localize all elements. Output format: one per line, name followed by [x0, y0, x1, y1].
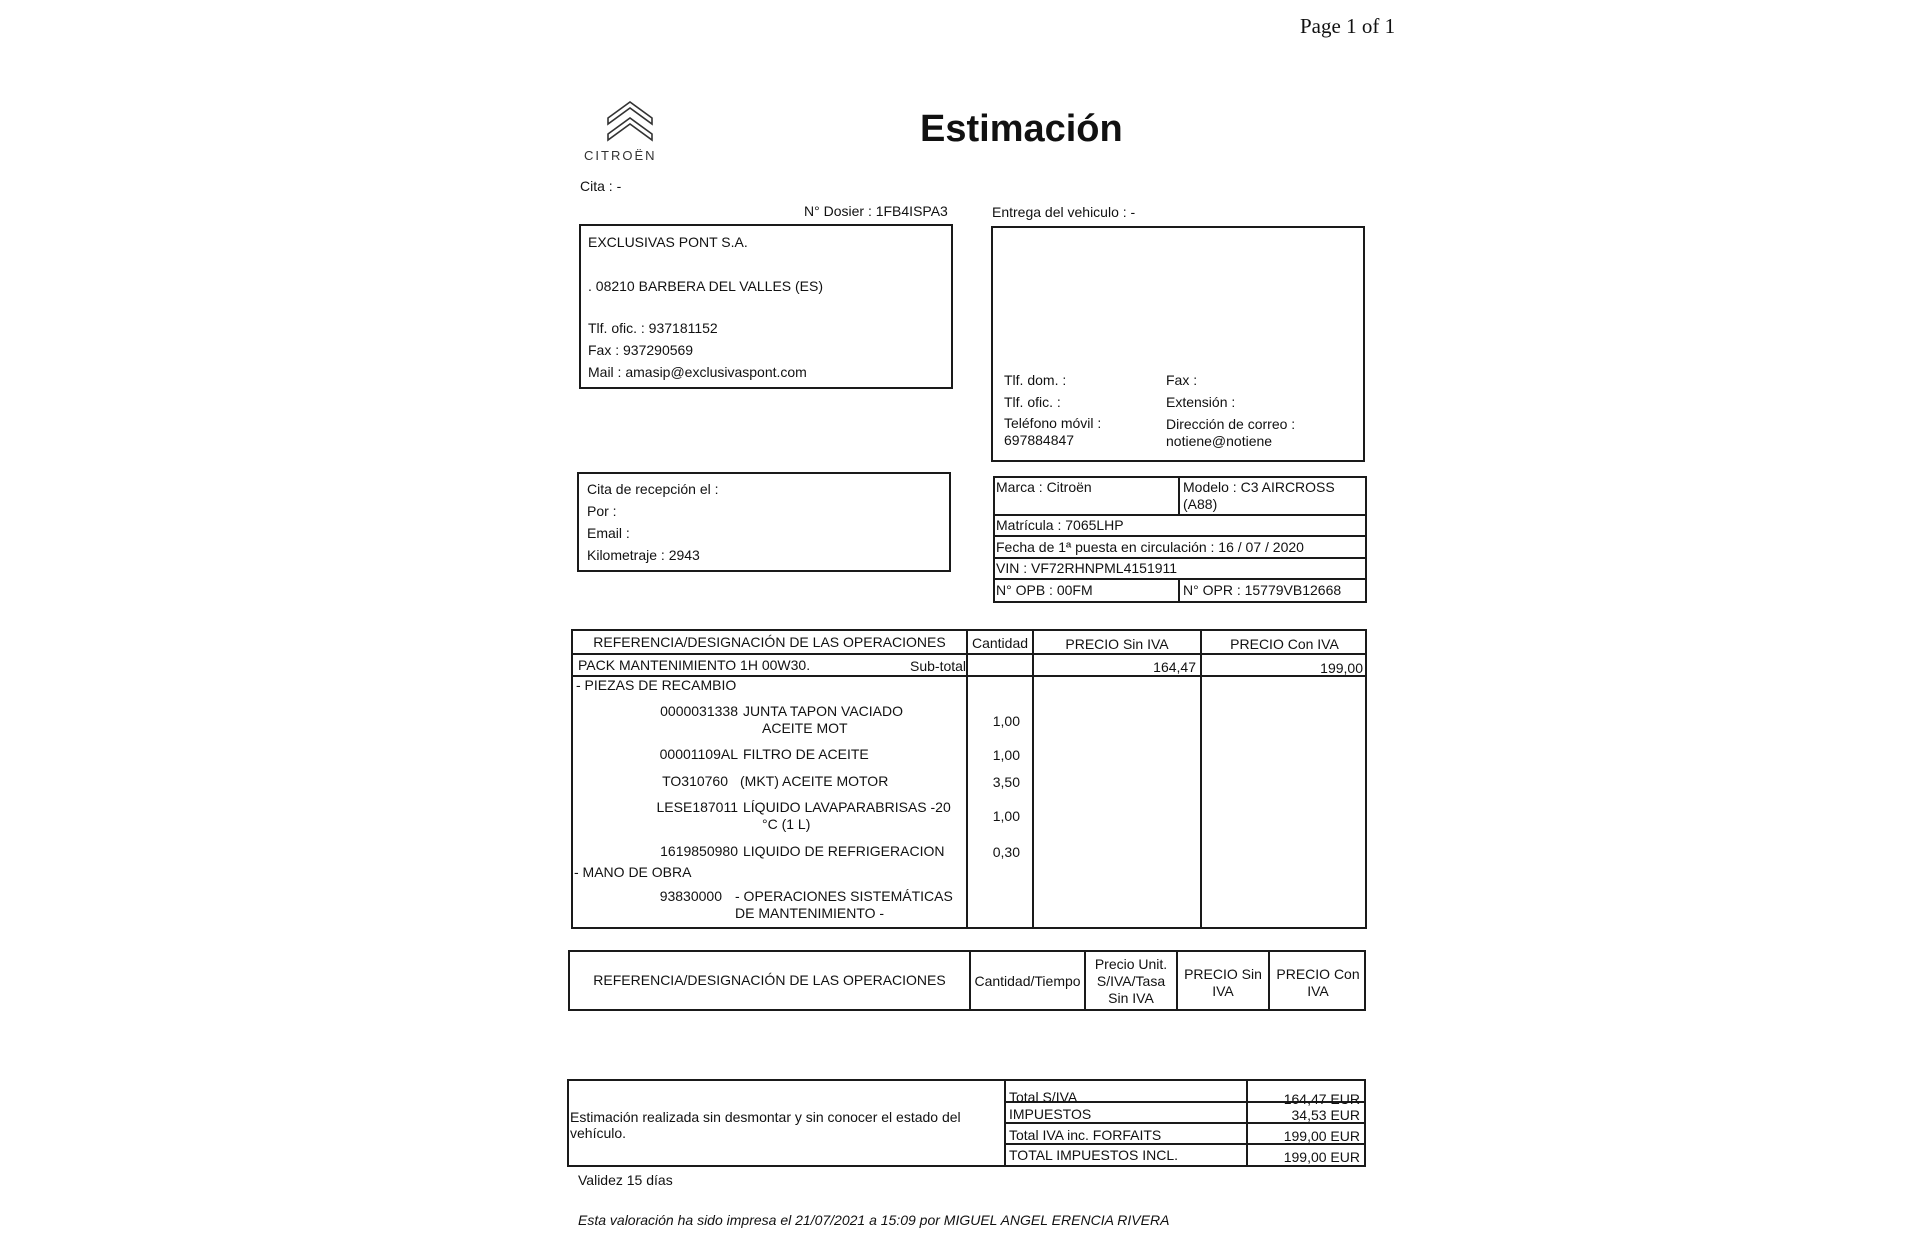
customer-fax: Fax :: [1166, 372, 1198, 388]
part-desc: LÍQUIDO LAVAPARABRISAS -20: [743, 799, 951, 815]
part-ref: 00001109AL: [659, 746, 738, 762]
ops2-header-price-con-iva-line2: IVA: [1307, 983, 1329, 999]
part-qty: 1,00: [992, 747, 1020, 763]
customer-email-value: notiene@notiene: [1166, 433, 1273, 449]
ops-header-qty: Cantidad: [971, 635, 1029, 651]
validez: Validez 15 días: [578, 1172, 673, 1188]
vehicle-fecha: Fecha de 1ª puesta en circulación : 16 / 07 / 2020: [996, 539, 1304, 555]
ops2-header-ref: REFERENCIA/DESIGNACIÓN DE LAS OPERACIONES: [593, 972, 946, 988]
vehicle-vin: VIN : VF72RHNPML4151911: [996, 560, 1178, 576]
part-qty: 0,30: [992, 844, 1020, 860]
cita-label: Cita : -: [580, 178, 622, 194]
total-value: 34,53 EUR: [1291, 1107, 1360, 1123]
dealer-mail: Mail : amasip@exclusivaspont.com: [588, 364, 807, 380]
dosier-number: N° Dosier : 1FB4ISPA3: [804, 203, 948, 219]
pack-name: PACK MANTENIMIENTO 1H 00W30.: [578, 657, 811, 673]
entrega-label: Entrega del vehiculo : -: [992, 204, 1136, 220]
total-label: IMPUESTOS: [1009, 1106, 1092, 1122]
total-label: Total IVA inc. FORFAITS: [1009, 1127, 1162, 1143]
vehicle-matricula: Matrícula : 7065LHP: [996, 517, 1124, 533]
part-qty: 1,00: [992, 808, 1020, 824]
totals-note-cont: vehículo.: [570, 1125, 627, 1141]
part-desc: (MKT) ACEITE MOTOR: [740, 773, 889, 789]
customer-tlf-ofic: Tlf. ofic. :: [1004, 394, 1061, 410]
ops2-header-unit-price: [1086, 956, 1176, 1007]
pack-subtotal-label: Sub-total: [910, 658, 967, 674]
part-desc: JUNTA TAPON VACIADO: [743, 703, 903, 719]
total-value: 164,47 EUR: [1283, 1091, 1360, 1107]
vehicle-opr: N° OPR : 15779VB12668: [1183, 582, 1342, 598]
ops-header-price-sin-iva: PRECIO Sin IVA: [1065, 636, 1169, 652]
dealer-address: . 08210 BARBERA DEL VALLES (ES): [588, 278, 824, 294]
pack-price-con-iva: 199,00: [1320, 660, 1363, 676]
ops2-header-price-sin-iva-line2: IVA: [1212, 983, 1234, 999]
part-desc-cont: ACEITE MOT: [762, 720, 848, 736]
part-desc: FILTRO DE ACEITE: [743, 746, 869, 762]
customer-email-label: Dirección de correo :: [1166, 416, 1296, 432]
reception-km: Kilometraje : 2943: [587, 547, 700, 563]
customer-movil-label: Teléfono móvil :: [1004, 415, 1102, 431]
section-parts: - PIEZAS DE RECAMBIO: [576, 677, 737, 693]
ops2-header-unit-price-line3: Sin IVA: [1108, 990, 1154, 1006]
total-value: 199,00 EUR: [1283, 1149, 1360, 1165]
vehicle-modelo: Modelo : C3 AIRCROSS: [1183, 479, 1335, 495]
labor-ref: 93830000: [659, 888, 722, 904]
part-desc-cont: °C (1 L): [762, 816, 811, 832]
ops2-header-unit-price-line2: S/IVA/Tasa: [1096, 973, 1166, 989]
pack-price-sin-iva: 164,47: [1153, 659, 1196, 675]
customer-extension: Extensión :: [1166, 394, 1236, 410]
ops2-header-qty: Cantidad/Tiempo: [974, 973, 1081, 989]
ops-header-ref: REFERENCIA/DESIGNACIÓN DE LAS OPERACIONES: [593, 634, 946, 650]
ops2-header-price-con-iva: [1270, 966, 1366, 1000]
dealer-fax: Fax : 937290569: [588, 342, 694, 358]
dealer-name: EXCLUSIVAS PONT S.A.: [588, 234, 748, 250]
dealer-phone: Tlf. ofic. : 937181152: [588, 320, 718, 336]
part-ref: 1619850980: [660, 843, 738, 859]
ops2-header-unit-price-line1: Precio Unit.: [1094, 956, 1168, 972]
vehicle-marca: Marca : Citroën: [996, 479, 1092, 495]
part-ref: TO310760: [662, 773, 728, 789]
vehicle-opb: N° OPB : 00FM: [996, 582, 1093, 598]
page-number: Page 1 of 1: [1300, 14, 1396, 38]
totals-note: Estimación realizada sin desmontar y sin conocer el estado del: [570, 1109, 961, 1125]
part-qty: 3,50: [992, 774, 1020, 790]
ops2-header-price-sin-iva-line1: PRECIO Sin: [1184, 966, 1262, 982]
customer-movil-value: 697884847: [1004, 432, 1075, 448]
citroen-logo: [582, 96, 678, 166]
reception-por: Por :: [587, 503, 617, 519]
page-title: Estimación: [920, 108, 1123, 150]
ops2-header-price-sin-iva: [1178, 966, 1268, 1000]
reception-cita: Cita de recepción el :: [587, 481, 719, 497]
vehicle-modelo-code: (A88): [1183, 496, 1218, 512]
section-labor: - MANO DE OBRA: [574, 864, 692, 880]
ops2-header-price-con-iva-line1: PRECIO Con: [1276, 966, 1360, 982]
total-label: TOTAL IMPUESTOS INCL.: [1009, 1147, 1179, 1163]
customer-tlf-dom: Tlf. dom. :: [1004, 372, 1067, 388]
total-value: 199,00 EUR: [1283, 1128, 1360, 1144]
printed-note: Esta valoración ha sido impresa el 21/07/2021 a 15:09 por MIGUEL ANGEL ERENCIA RIVERA: [578, 1212, 1170, 1228]
labor-desc: - OPERACIONES SISTEMÁTICAS: [735, 888, 953, 904]
ops-header-price-con-iva: PRECIO Con IVA: [1230, 636, 1339, 652]
total-label: Total S/IVA: [1009, 1089, 1078, 1105]
part-qty: 1,00: [992, 713, 1020, 729]
part-ref: 0000031338: [660, 703, 738, 719]
part-ref: LESE187011: [656, 799, 738, 815]
brand-name: CITROËN: [584, 148, 657, 163]
reception-email: Email :: [587, 525, 630, 541]
labor-desc-cont: DE MANTENIMIENTO -: [735, 905, 885, 921]
part-desc: LIQUIDO DE REFRIGERACION: [743, 843, 945, 859]
